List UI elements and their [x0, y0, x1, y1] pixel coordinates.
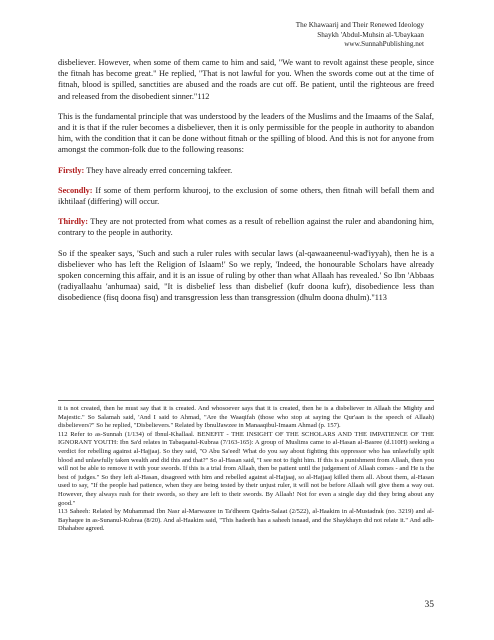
reason-firstly	[58, 165, 434, 176]
footnote: it is not created, then he must say that it is created. And whosoever says that it is created, then he is a disbeliever in Allaah the Mighty and Majestic." So Salamah said, 'And I said to Ahmad, "Are the Waaqifah (those who stop at saying the Qur'aan is the speech of Allaah) disbelievers?" So he replied, "Disbelievers." Related by IbnulJawzee in Manaaqibul-Imaam Ahmad (p. 157).	[58, 405, 434, 430]
main-text	[58, 57, 434, 313]
paragraph: So if the speaker says, 'Such and such a ruler rules with secular laws (al-qawaaneenul-wad'iyyah), then he is a disbeliever who has left the Religion of Islaam!' So we reply, 'Indeed, the honourable Scholars have already spoken concerning this affair, and it is an issue of ruling by other than what Allaah has revealed.' So Ibn 'Abbaas (radiyallaahu 'anhumaa) said, "It is disbelief less than disbelief (kufr doona kufr), disobedience less than disobedience (fisq doona fisq) and transgression less than transgression (dhulm doona dhulm)."113	[58, 248, 434, 303]
paragraph: This is the fundamental principle that was understood by the leaders of the Muslims and the Imaams of the Salaf, and it is that if the ruler becomes a disbeliever, then it is only permissible for the people in authority to abandon him, with the condition that it can be done without fitnah or the spilling of blood. And this is not for anyone from amongst the common-folk due to the following reasons:	[58, 111, 434, 155]
reason-secondly	[58, 185, 434, 207]
paragraph: disbeliever. However, when some of them came to him and said, "We want to revolt against these people, since the fitnah has become great." He replied, "That is not lawful for you. When the swords come out at the time of fitnah, blood is spilled, sanctities are abused and the roads are cut off. Be patient, until the righteous are freed and released from the disobedient sinner."112	[58, 58, 434, 101]
reason-label: Firstly:	[58, 165, 85, 175]
reason-text: They have already erred concerning takfeer.	[84, 165, 233, 175]
reason-label: Secondly:	[58, 185, 93, 195]
reason-text: They are not protected from what comes as a result of rebellion against the ruler and abandoning him, contrary to the people in authority.	[58, 217, 434, 238]
author-name: Shaykh 'Abdul-Muhsin al-'Ubaykaan	[317, 30, 424, 39]
book-title: The Khawaarij and Their Renewed Ideology	[295, 21, 424, 29]
website-link[interactable]: www.SunnahPublishing.net	[344, 40, 424, 49]
reason-text: If some of them perform khurooj, to the exclusion of some others, then fitnah will befall them and ikhtilaaf (differing) will occur.	[58, 185, 434, 207]
reason-label: Thirdly:	[58, 217, 88, 227]
footnote: 113 Saheeh: Related by Muhammad Ibn Nasr al-Marwazee in Ta'dheem Qadris-Salaat (2/522), al-Haakim in al-Mustadrak (no. 3219) and al-Bayhaqee in as-Sunanul-Kubraa (8/20). And al-Haakim said, "This hadeeth has a saheeh isnaad, and the Shaykhayn did not relate it." And adh-Dhahabee agreed.	[58, 508, 434, 533]
footnotes	[58, 400, 434, 534]
page-number: 35	[424, 600, 434, 610]
reason-thirdly	[58, 216, 434, 238]
footnote: 112 Refer to as-Sunnah (1/134) of Ibnul-Khallaal. BENEFIT - THE INSIGHT OF THE SCHOLARS AND THE IMPATIENCE OF THE IGNORANT YOUTH: Ibn Sa'd relates in Tabaqaatul-Kubraa (7/163-165): A group of Muslims came to al-Hasan al-Basree (d.110H) seeking a verdict for rebelling against al-Hajjaaj. So they said, "O Abu Sa'eed! What do you say about fighting this oppressor who has unlawfully spilt blood and unlawfully taken wealth and did this and that?" So al-Hasan said, "I see not to fight him. If this is a punishment from Allaah, then you will not be able to remove it with your swords. If this is a trial from Allaah, then be patient until the judgement of Allaah comes - and He is the best of judges." So they left al-Hasan, disagreed with him and rebelled against al-Hajjaaj, so al-Hajjaaj killed them all. About them, al-Hasan used to say, "If the people had patience, when they are being tested by their unjust ruler, it will not be before Allaah will give them a way out. However, they always rush for their swords, so they are left to their swords. By Allaah! Not for even a single day did they bring about any good."	[58, 430, 434, 507]
page-header	[296, 21, 424, 50]
